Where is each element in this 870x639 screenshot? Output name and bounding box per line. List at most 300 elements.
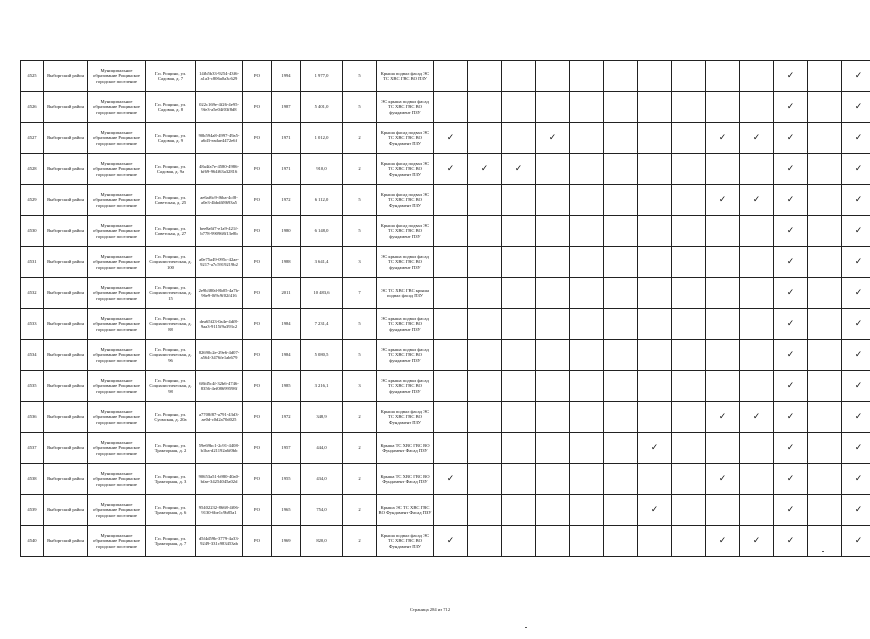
year-cell: 1957 <box>272 433 301 464</box>
work-cell <box>808 154 842 185</box>
row-number: 4538 <box>21 464 44 495</box>
district-cell: Выборгский район <box>44 371 88 402</box>
district-cell: Выборгский район <box>44 278 88 309</box>
type-cell: РО <box>243 402 272 433</box>
type-cell: РО <box>243 495 272 526</box>
work-cell <box>604 216 638 247</box>
work-cell <box>842 402 870 433</box>
address-cell: Г.п. Рощино, ул. Садовая, д. 9а <box>146 154 196 185</box>
check-mark-icon: ✓ <box>786 70 795 81</box>
check-mark-icon: ✓ <box>854 287 863 298</box>
table-row <box>21 247 870 278</box>
work-cell <box>774 495 808 526</box>
count-cell: 3 <box>343 371 377 402</box>
work-cell <box>672 278 706 309</box>
count-cell: 5 <box>343 185 377 216</box>
work-cell <box>434 309 468 340</box>
work-cell <box>672 61 706 92</box>
scan-speck <box>822 551 824 552</box>
row-number: 4539 <box>21 495 44 526</box>
work-cell <box>706 154 740 185</box>
work-cell <box>740 340 774 371</box>
year-cell: 1969 <box>272 526 301 557</box>
work-cell <box>502 340 536 371</box>
work-cell <box>706 185 740 216</box>
work-cell <box>536 61 570 92</box>
work-cell <box>842 433 870 464</box>
work-cell <box>774 433 808 464</box>
area-cell: 910,0 <box>301 154 343 185</box>
work-cell <box>774 464 808 495</box>
work-cell <box>706 61 740 92</box>
work-cell <box>672 247 706 278</box>
work-cell <box>672 464 706 495</box>
area-cell: 754,0 <box>301 495 343 526</box>
work-cell <box>672 433 706 464</box>
year-cell: 1971 <box>272 154 301 185</box>
work-cell <box>536 340 570 371</box>
work-cell <box>706 464 740 495</box>
district-cell: Выборгский район <box>44 216 88 247</box>
check-mark-icon: ✓ <box>650 504 659 515</box>
work-cell <box>774 154 808 185</box>
address-cell: Г.п. Рощино, ул. Садовая, д. 9 <box>146 123 196 154</box>
work-cell <box>536 216 570 247</box>
work-cell <box>468 247 502 278</box>
work-cell <box>536 402 570 433</box>
house-id-cell: 59e69bc1-2c91-4408-b1ba-d21192a6f0bb <box>196 433 243 464</box>
check-mark-icon: ✓ <box>786 535 795 546</box>
check-mark-icon: ✓ <box>514 163 523 174</box>
district-cell: Выборгский район <box>44 154 88 185</box>
check-mark-icon: ✓ <box>786 380 795 391</box>
district-cell: Выборгский район <box>44 495 88 526</box>
table-row <box>21 464 870 495</box>
house-id-cell: 48a4fa7e-4580-4986-bf69-964f63a32816 <box>196 154 243 185</box>
area-cell: 3 216,1 <box>301 371 343 402</box>
check-mark-icon: ✓ <box>854 194 863 205</box>
work-cell <box>842 371 870 402</box>
work-cell <box>740 495 774 526</box>
work-cell <box>468 216 502 247</box>
work-cell <box>536 154 570 185</box>
check-mark-icon: ✓ <box>854 163 863 174</box>
work-cell <box>740 433 774 464</box>
settlement-cell: Муниципальное образование Рощинское городское поселение <box>88 402 146 433</box>
work-cell <box>604 247 638 278</box>
work-cell <box>468 340 502 371</box>
work-cell <box>706 433 740 464</box>
check-mark-icon: ✓ <box>854 318 863 329</box>
work-cell <box>604 278 638 309</box>
settlement-cell: Муниципальное образование Рощинское городское поселение <box>88 340 146 371</box>
area-cell: 434,0 <box>301 464 343 495</box>
work-cell <box>570 526 604 557</box>
work-cell <box>808 371 842 402</box>
work-cell <box>774 402 808 433</box>
work-cell <box>434 495 468 526</box>
area-cell: 348,9 <box>301 402 343 433</box>
work-cell <box>468 92 502 123</box>
count-cell: 2 <box>343 495 377 526</box>
work-cell <box>570 216 604 247</box>
work-cell <box>774 216 808 247</box>
check-mark-icon: ✓ <box>786 163 795 174</box>
table-row <box>21 371 870 402</box>
check-mark-icon: ✓ <box>854 101 863 112</box>
works-cell: Крыша фасад подвал ЭС ТС ХВС ГВС ВО Фундамент ПЗУ <box>377 123 434 154</box>
works-cell: Крыша ЭС ТС ХВС ГВС ВО Фундамент Фасад ПЗУ <box>377 495 434 526</box>
work-cell <box>570 247 604 278</box>
work-cell <box>468 309 502 340</box>
work-cell <box>842 216 870 247</box>
check-mark-icon: ✓ <box>786 132 795 143</box>
year-cell: 1994 <box>272 61 301 92</box>
area-cell: 6 112,0 <box>301 185 343 216</box>
work-cell <box>842 340 870 371</box>
count-cell: 2 <box>343 526 377 557</box>
check-mark-icon: ✓ <box>718 132 727 143</box>
work-cell <box>808 278 842 309</box>
type-cell: РО <box>243 123 272 154</box>
table-row <box>21 526 870 557</box>
check-mark-icon: ✓ <box>786 101 795 112</box>
work-cell <box>842 92 870 123</box>
house-id-cell: 90b594a8-4997-49a5-a6d3-eadae4472e6f <box>196 123 243 154</box>
work-cell <box>774 309 808 340</box>
year-cell: 1972 <box>272 402 301 433</box>
work-cell <box>570 92 604 123</box>
work-cell <box>706 340 740 371</box>
work-cell <box>570 495 604 526</box>
work-cell <box>706 526 740 557</box>
year-cell: 1984 <box>272 340 301 371</box>
work-cell <box>502 464 536 495</box>
work-cell <box>672 154 706 185</box>
work-cell <box>434 247 468 278</box>
check-mark-icon: ✓ <box>854 442 863 453</box>
district-cell: Выборгский район <box>44 526 88 557</box>
work-cell <box>672 185 706 216</box>
work-cell <box>706 371 740 402</box>
work-cell <box>570 340 604 371</box>
work-cell <box>604 309 638 340</box>
work-cell <box>842 464 870 495</box>
house-id-cell: 2e9b380d-8b05-4a7b-96e9-0f9c9f02f416 <box>196 278 243 309</box>
work-cell <box>774 92 808 123</box>
work-cell <box>570 123 604 154</box>
work-cell <box>808 402 842 433</box>
work-cell <box>638 402 672 433</box>
works-cell: ЭС крыша подвал фасад ТС ХВС ГВС ВО фундамент ПЗУ <box>377 247 434 278</box>
type-cell: РО <box>243 61 272 92</box>
count-cell: 2 <box>343 123 377 154</box>
house-id-cell: ae6af6c9-f6ba-4cf8-a0e3-4bbdff8693a5 <box>196 185 243 216</box>
type-cell: РО <box>243 340 272 371</box>
work-cell <box>434 61 468 92</box>
count-cell: 5 <box>343 61 377 92</box>
work-cell <box>672 495 706 526</box>
check-mark-icon: ✓ <box>446 473 455 484</box>
work-cell <box>706 278 740 309</box>
district-cell: Выборгский район <box>44 433 88 464</box>
works-cell: ЭС крыша подвал фасад ТС ХВС ГВС ВО фундамент ПЗУ <box>377 92 434 123</box>
check-mark-icon: ✓ <box>854 225 863 236</box>
house-id-cell: dea65f23-0a4e-4df8-9aa3-9115f9a393c2 <box>196 309 243 340</box>
count-cell: 5 <box>343 216 377 247</box>
work-cell <box>842 247 870 278</box>
work-cell <box>502 495 536 526</box>
type-cell: РО <box>243 247 272 278</box>
address-cell: Г.п. Рощино, ул. Садовая, д. 8 <box>146 92 196 123</box>
work-cell <box>774 247 808 278</box>
settlement-cell: Муниципальное образование Рощинское городское поселение <box>88 278 146 309</box>
work-cell <box>706 247 740 278</box>
type-cell: РО <box>243 278 272 309</box>
house-id-cell: a0e75a49-095c-42ae-9217-a7c5919219b2 <box>196 247 243 278</box>
area-cell: 444,0 <box>301 433 343 464</box>
area-cell: 3 641,4 <box>301 247 343 278</box>
work-cell <box>706 123 740 154</box>
works-cell: ЭС крыша подвал фасад ТС ХВС ГВС ВО фундамент ПЗУ <box>377 371 434 402</box>
work-cell <box>468 526 502 557</box>
settlement-cell: Муниципальное образование Рощинское городское поселение <box>88 309 146 340</box>
type-cell: РО <box>243 371 272 402</box>
check-mark-icon: ✓ <box>480 163 489 174</box>
row-number: 4530 <box>21 216 44 247</box>
work-cell <box>502 154 536 185</box>
address-cell: Г.п. Рощино, ул. Социалистическая, д. 88 <box>146 309 196 340</box>
row-number: 4536 <box>21 402 44 433</box>
work-cell <box>638 526 672 557</box>
work-cell <box>604 92 638 123</box>
work-cell <box>740 154 774 185</box>
work-cell <box>570 278 604 309</box>
work-cell <box>502 185 536 216</box>
district-cell: Выборгский район <box>44 464 88 495</box>
work-cell <box>570 402 604 433</box>
work-cell <box>774 278 808 309</box>
house-id-cell: 14fb5b33-9254-43f6-a1a3-c806a0a3c629 <box>196 61 243 92</box>
check-mark-icon: ✓ <box>752 132 761 143</box>
work-cell <box>604 61 638 92</box>
work-cell <box>570 185 604 216</box>
work-cell <box>604 154 638 185</box>
work-cell <box>638 495 672 526</box>
settlement-cell: Муниципальное образование Рощинское городское поселение <box>88 371 146 402</box>
type-cell: РО <box>243 433 272 464</box>
work-cell <box>672 92 706 123</box>
check-mark-icon: ✓ <box>854 132 863 143</box>
settlement-cell: Муниципальное образование Рощинское городское поселение <box>88 433 146 464</box>
work-cell <box>740 278 774 309</box>
work-cell <box>468 464 502 495</box>
work-cell <box>740 526 774 557</box>
works-cell: ЭС крыша подвал фасад ТС ХВС ГВС ВО фундамент ПЗУ <box>377 340 434 371</box>
type-cell: РО <box>243 464 272 495</box>
work-cell <box>468 402 502 433</box>
work-cell <box>434 371 468 402</box>
row-number: 4535 <box>21 371 44 402</box>
house-id-cell: 82690c2e-29e6-4d07-a564-3476fe1ab679 <box>196 340 243 371</box>
work-cell <box>672 526 706 557</box>
check-mark-icon: ✓ <box>786 442 795 453</box>
check-mark-icon: ✓ <box>718 535 727 546</box>
work-cell <box>672 216 706 247</box>
table-row <box>21 216 870 247</box>
work-cell <box>468 433 502 464</box>
area-cell: 5 080,5 <box>301 340 343 371</box>
area-cell: 5 401,0 <box>301 92 343 123</box>
work-cell <box>502 526 536 557</box>
work-cell <box>638 278 672 309</box>
work-cell <box>808 61 842 92</box>
settlement-cell: Муниципальное образование Рощинское городское поселение <box>88 154 146 185</box>
house-id-cell: 90653a51-b980-40a0-bfae-34254045a02d <box>196 464 243 495</box>
check-mark-icon: ✓ <box>718 411 727 422</box>
work-cell <box>808 309 842 340</box>
work-cell <box>638 309 672 340</box>
type-cell: РО <box>243 216 272 247</box>
work-cell <box>536 495 570 526</box>
work-cell <box>842 526 870 557</box>
work-cell <box>570 154 604 185</box>
row-number: 4529 <box>21 185 44 216</box>
work-cell <box>740 185 774 216</box>
work-cell <box>570 433 604 464</box>
table-row <box>21 278 870 309</box>
table-row <box>21 92 870 123</box>
work-cell <box>638 92 672 123</box>
work-cell <box>808 495 842 526</box>
year-cell: 1972 <box>272 185 301 216</box>
work-cell <box>808 526 842 557</box>
check-mark-icon: ✓ <box>854 411 863 422</box>
work-cell <box>842 495 870 526</box>
row-number: 4527 <box>21 123 44 154</box>
work-cell <box>842 154 870 185</box>
work-cell <box>502 216 536 247</box>
table-row <box>21 61 870 92</box>
type-cell: РО <box>243 92 272 123</box>
area-cell: 1 977,0 <box>301 61 343 92</box>
district-cell: Выборгский район <box>44 247 88 278</box>
type-cell: РО <box>243 185 272 216</box>
register-table <box>20 60 870 557</box>
work-cell <box>672 371 706 402</box>
settlement-cell: Муниципальное образование Рощинское городское поселение <box>88 464 146 495</box>
work-cell <box>808 247 842 278</box>
work-cell <box>434 185 468 216</box>
district-cell: Выборгский район <box>44 92 88 123</box>
count-cell: 5 <box>343 340 377 371</box>
work-cell <box>434 278 468 309</box>
district-cell: Выборгский район <box>44 309 88 340</box>
settlement-cell: Муниципальное образование Рощинское городское поселение <box>88 526 146 557</box>
address-cell: Г.п. Рощино, ул. Суомская, д. 20а <box>146 402 196 433</box>
work-cell <box>740 92 774 123</box>
work-cell <box>638 154 672 185</box>
works-cell: ЭС крыша подвал фасад ТС ХВС ГВС ВО фундамент ПЗУ <box>377 309 434 340</box>
work-cell <box>570 309 604 340</box>
address-cell: Г.п. Рощино, ул. Социалистическая, д. 98 <box>146 371 196 402</box>
area-cell: 10 483,6 <box>301 278 343 309</box>
work-cell <box>604 464 638 495</box>
table-row <box>21 309 870 340</box>
house-id-cell: d5f4d59b-3779-4a33-9249-331c983453ab <box>196 526 243 557</box>
district-cell: Выборгский район <box>44 402 88 433</box>
work-cell <box>536 371 570 402</box>
work-cell <box>774 371 808 402</box>
count-cell: 2 <box>343 402 377 433</box>
work-cell <box>468 371 502 402</box>
work-cell <box>502 123 536 154</box>
work-cell <box>808 464 842 495</box>
check-mark-icon: ✓ <box>718 194 727 205</box>
works-cell: ЭС ТС ХВС ГВС крыша подвал фасад ПЗУ <box>377 278 434 309</box>
works-cell: Крыша ТС ХВС ГВС ВО Фундамент Фасад ПЗУ <box>377 464 434 495</box>
check-mark-icon: ✓ <box>446 535 455 546</box>
row-number: 4534 <box>21 340 44 371</box>
house-id-cell: 68fd5c4f-32b6-4746-8356-4ef08699598f <box>196 371 243 402</box>
work-cell <box>604 371 638 402</box>
work-cell <box>672 123 706 154</box>
work-cell <box>706 495 740 526</box>
work-cell <box>774 123 808 154</box>
work-cell <box>434 340 468 371</box>
work-cell <box>740 247 774 278</box>
work-cell <box>638 61 672 92</box>
works-cell: Крыша подвал фасад ЭС ТС ХВС ГВС ВО Фундамент ПЗУ <box>377 402 434 433</box>
row-number: 4531 <box>21 247 44 278</box>
type-cell: РО <box>243 526 272 557</box>
year-cell: 1971 <box>272 123 301 154</box>
check-mark-icon: ✓ <box>786 225 795 236</box>
work-cell <box>502 278 536 309</box>
work-cell <box>638 216 672 247</box>
settlement-cell: Муниципальное образование Рощинское городское поселение <box>88 247 146 278</box>
row-number: 4540 <box>21 526 44 557</box>
type-cell: РО <box>243 309 272 340</box>
count-cell: 2 <box>343 154 377 185</box>
work-cell <box>604 495 638 526</box>
works-cell: Крыша ТС ХВС ГВС ВО Фундамент Фасад ПЗУ <box>377 433 434 464</box>
address-cell: Г.п. Рощино, ул. Социалистическая, д. 96 <box>146 340 196 371</box>
work-cell <box>502 309 536 340</box>
year-cell: 1955 <box>272 464 301 495</box>
works-cell: Крыша подвал фасад ЭС ТС ХВС ГВС ВО ПЗУ <box>377 61 434 92</box>
year-cell: 2011 <box>272 278 301 309</box>
row-number: 4528 <box>21 154 44 185</box>
row-number: 4525 <box>21 61 44 92</box>
year-cell: 1984 <box>272 309 301 340</box>
work-cell <box>842 278 870 309</box>
work-cell <box>604 433 638 464</box>
work-cell <box>808 216 842 247</box>
work-cell <box>672 340 706 371</box>
work-cell <box>434 402 468 433</box>
type-cell: РО <box>243 154 272 185</box>
work-cell <box>842 185 870 216</box>
check-mark-icon: ✓ <box>854 70 863 81</box>
address-cell: Г.п. Рощино, ул. Социалистическая, д. 15 <box>146 278 196 309</box>
check-mark-icon: ✓ <box>854 473 863 484</box>
work-cell <box>536 247 570 278</box>
work-cell <box>842 61 870 92</box>
work-cell <box>536 309 570 340</box>
check-mark-icon: ✓ <box>786 504 795 515</box>
work-cell <box>570 464 604 495</box>
